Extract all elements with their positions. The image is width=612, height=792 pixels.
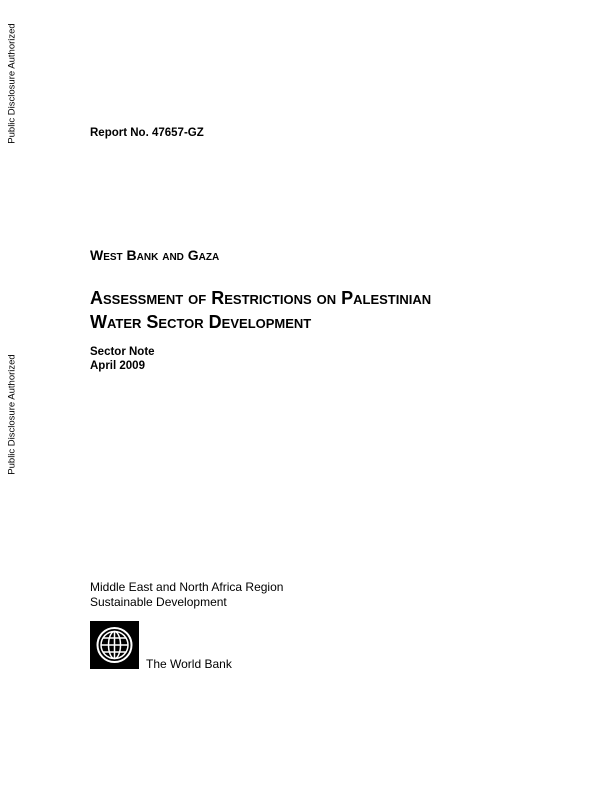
document-title xyxy=(90,286,431,334)
document-date: April 2009 xyxy=(90,360,145,372)
region-line-1: Middle East and North Africa Region xyxy=(90,580,284,594)
title-line-2: Water Sector Development xyxy=(90,312,312,332)
report-number: Report No. 47657-GZ xyxy=(90,127,204,139)
region-line-2: Sustainable Development xyxy=(90,595,227,609)
disclosure-stamp-middle: Public Disclosure Authorized xyxy=(6,354,18,475)
region-block xyxy=(90,580,283,610)
disclosure-stamp-top: Public Disclosure Authorized xyxy=(6,23,18,144)
document-subtitle xyxy=(90,345,155,373)
world-bank-globe-icon xyxy=(90,621,139,669)
country-heading: West Bank and Gaza xyxy=(90,247,220,263)
document-type: Sector Note xyxy=(90,346,155,358)
publisher-name: The World Bank xyxy=(146,657,232,671)
title-line-1: Assessment of Restrictions on Palestinian xyxy=(90,288,432,308)
